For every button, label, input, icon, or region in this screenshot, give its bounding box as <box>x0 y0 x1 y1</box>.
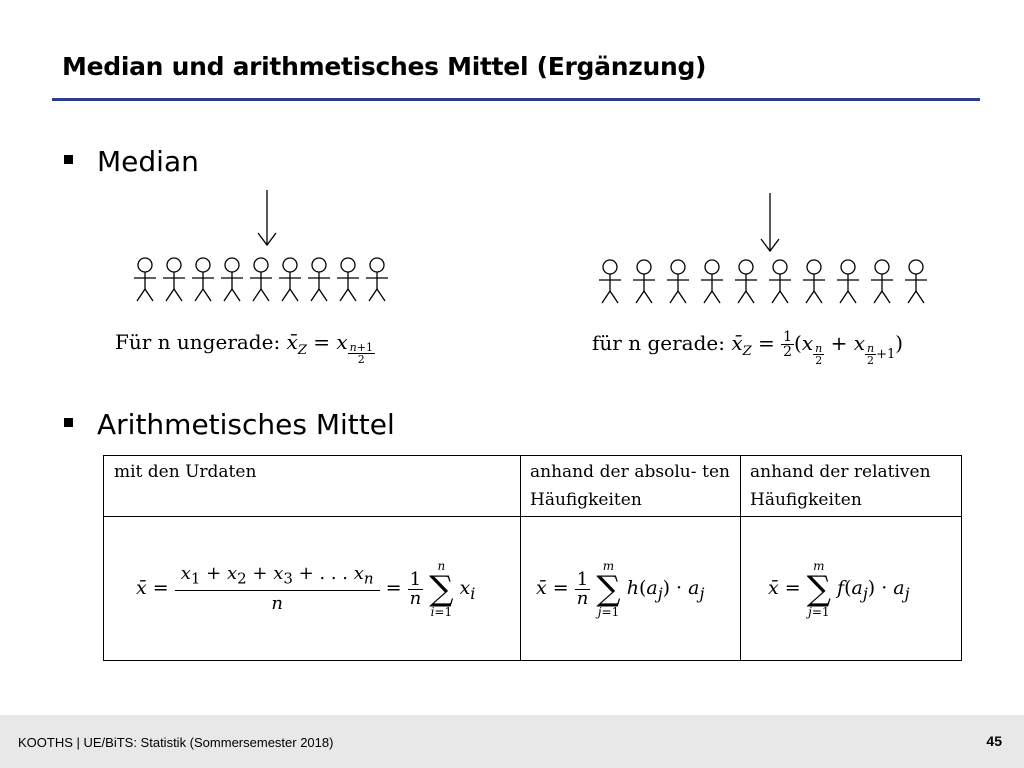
down-arrow-icon <box>761 193 779 251</box>
median-odd-formula: Für n ungerade: $x̄_Z = x$ $\frac{n+1}{2}$ <box>115 330 373 366</box>
stick-figure-icon <box>837 260 859 303</box>
bullet-mean <box>64 408 395 441</box>
bullet-median <box>64 145 199 178</box>
stick-figure-icon <box>769 260 791 303</box>
median-even-formula: für n gerade: $x̄_Z$ = $\frac{1}{2}$ (x $\frac{n}{2}$ + x $\frac{n}{2}$ $_{+1}$) <box>592 329 904 367</box>
table-header-raw: mit den Urdaten <box>114 462 257 482</box>
page-number: 45 <box>986 733 1002 749</box>
stick-figure-icon <box>599 260 621 303</box>
stick-figure-icon <box>221 258 243 301</box>
mean-formula-raw: x̄ = $\frac{x_1 + x_2 + x_3 + . . . x_n}{n}$ = $\frac{1}{n}$ n ∑ i=1 $x_i$ <box>136 559 476 619</box>
mean-formula-table <box>103 455 962 661</box>
table-divider <box>104 516 961 517</box>
table-header-absolute: anhand der absolu- ten Häufigkeiten <box>530 462 730 510</box>
stick-figure-icon <box>633 260 655 303</box>
bullet-square-icon <box>64 418 73 427</box>
table-header-relative: anhand der relativen Häufigkeiten <box>750 462 931 510</box>
down-arrow-icon <box>258 190 276 245</box>
table-divider <box>520 456 521 660</box>
stick-figure-icon <box>308 258 330 301</box>
stick-figure-icon <box>366 258 388 301</box>
mean-formula-absolute: x̄ = $\frac{1}{n}$ m ∑ j=1 $h(a_j) \cdot a_j$ <box>536 559 705 619</box>
stick-figure-icon <box>163 258 185 301</box>
stick-figure-icon <box>134 258 156 301</box>
median-even-label: für n gerade: <box>592 331 725 355</box>
table-divider <box>740 456 741 660</box>
title-underline <box>52 98 980 101</box>
stick-figure-icon <box>735 260 757 303</box>
median-odd-label: Für n ungerade: <box>115 330 281 354</box>
stick-figure-icon <box>279 258 301 301</box>
slide-title: Median und arithmetisches Mittel (Ergänzung) <box>62 52 707 81</box>
footer-bar <box>0 715 1024 768</box>
footer-text: KOOTHS | UE/BiTS: Statistik (Sommersemester 2018) <box>18 735 334 750</box>
stick-figure-icon <box>803 260 825 303</box>
median-odd-figure <box>120 185 410 305</box>
stick-figure-icon <box>701 260 723 303</box>
stick-figure-icon <box>250 258 272 301</box>
bullet-median-label: Median <box>97 145 199 178</box>
stick-figure-icon <box>905 260 927 303</box>
bullet-mean-label: Arithmetisches Mittel <box>97 408 395 441</box>
stick-figure-icon <box>871 260 893 303</box>
mean-formula-relative: x̄ = m ∑ j=1 $f(a_j) \cdot a_j$ <box>768 559 910 619</box>
median-even-figure <box>590 185 950 305</box>
bullet-square-icon <box>64 155 73 164</box>
stick-figure-icon <box>667 260 689 303</box>
stick-figure-icon <box>192 258 214 301</box>
stick-figure-icon <box>337 258 359 301</box>
